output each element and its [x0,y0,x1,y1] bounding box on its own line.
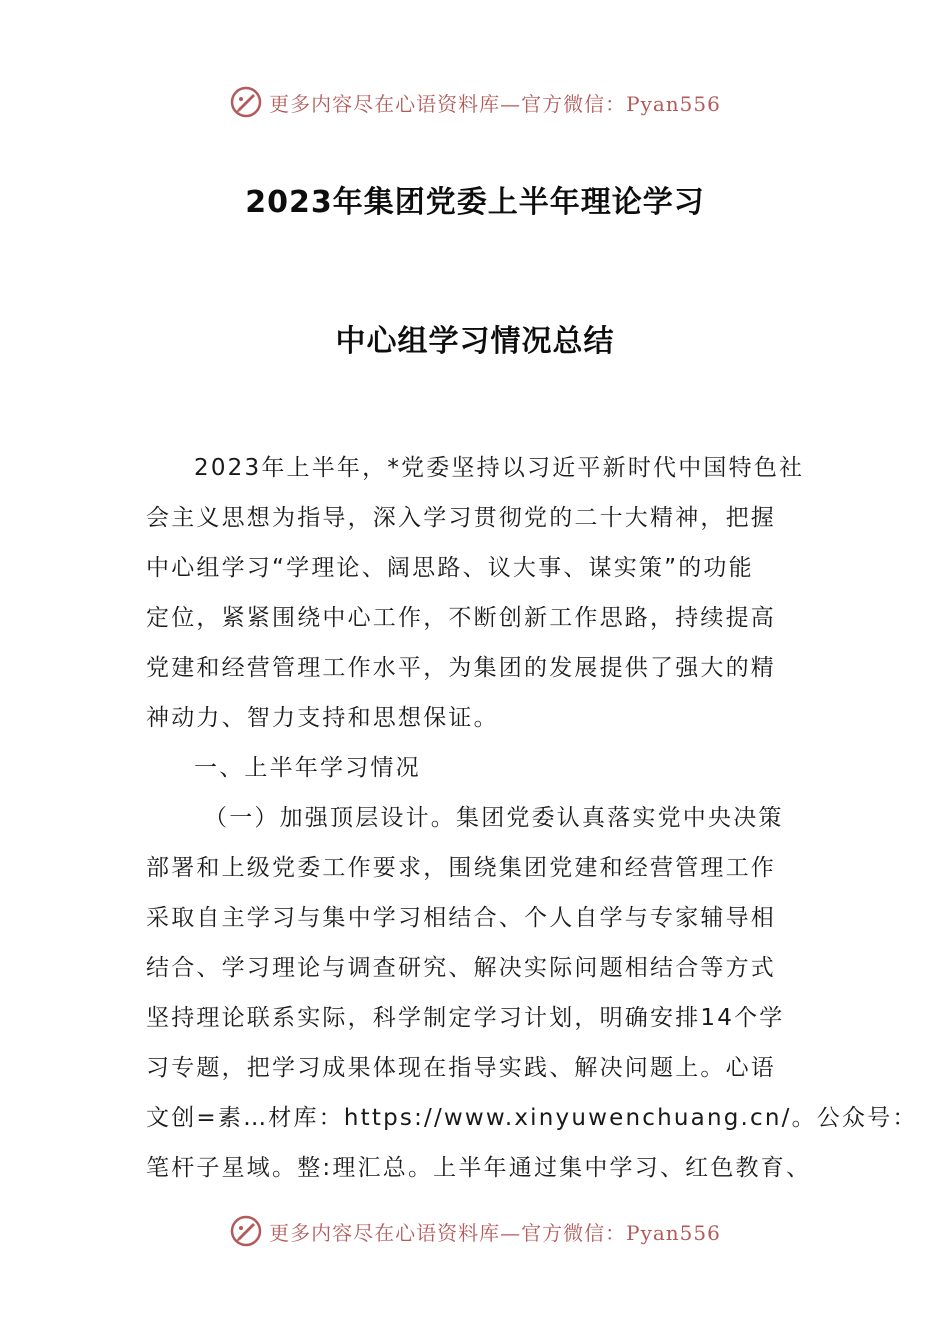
body-line: 中心组学习“学理论、阔思路、议大事、谋实策”的功能 [146,555,754,581]
body-line: （一）加强顶层设计。集团党委认真落实党中央决策 [204,805,784,831]
document-body [146,443,918,1193]
document-title-line-2: 中心组学习情况总结 [335,324,615,359]
body-line: 坚持理论联系实际，科学制定学习计划，明确安排14个学 [146,1005,785,1031]
quill-pen-logo-icon [229,85,263,119]
body-line: 采取自主学习与集中学习相结合、个人自学与专家辅导相 [146,905,776,931]
body-line: 神动力、智力支持和思想保证。 [146,705,499,731]
body-line: 定位，紧紧围绕中心工作，不断创新工作思路，持续提高 [146,605,776,631]
body-line: 会主义思想为指导，深入学习贯彻党的二十大精神，把握 [146,505,776,531]
body-line: 文创=素…材库：https://www.xinyuwenchuang.cn/。公众号： [146,1105,918,1131]
document-title-line-1: 2023年集团党委上半年理论学习 [245,185,705,220]
body-line: 习专题，把学习成果体现在指导实践、解决问题上。心语 [146,1055,776,1081]
watermark-text: 更多内容尽在心语资料库—官方微信：Pyan556 [269,91,721,116]
section-heading: 一、上半年学习情况 [194,755,421,781]
body-line: 结合、学习理论与调查研究、解决实际问题相结合等方式 [146,955,776,981]
footer-watermark-banner [0,1211,950,1251]
body-line: 2023年上半年，*党委坚持以习近平新时代中国特色社 [194,455,805,481]
watermark-text: 更多内容尽在心语资料库—官方微信：Pyan556 [269,1220,721,1245]
header-watermark-banner [0,82,950,122]
body-line: 党建和经营管理工作水平，为集团的发展提供了强大的精 [146,655,776,681]
body-line: 笔杆子星域。整:理汇总。上半年通过集中学习、红色教育、 [146,1155,812,1181]
body-line: 部署和上级党委工作要求，围绕集团党建和经营管理工作 [146,855,776,881]
quill-pen-logo-icon [229,1214,263,1248]
